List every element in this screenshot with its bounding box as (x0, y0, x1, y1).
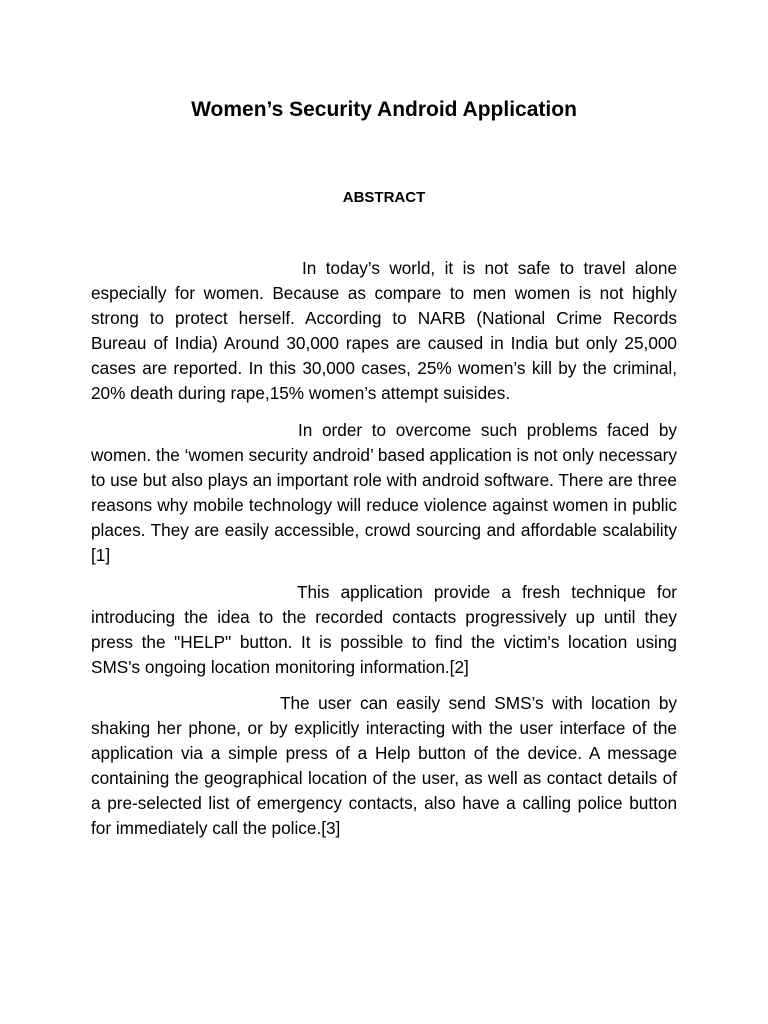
abstract-heading: ABSTRACT (342, 189, 426, 206)
abstract-paragraph-4: The user can easily send SMS’s with location by shaking her phone, or by explicitly interacting with the user interface of the application via a simple press of a Help button of the device. A message containing the geographical location of the user, as well as contact details of a pre-selected list of emergency contacts, also have a calling police button for immediately call the police.[3] (91, 693, 677, 838)
document-title: Women’s Security Android Application (191, 98, 577, 121)
abstract-paragraph-2: In order to overcome such problems faced by women. the ‘women security android’ based application is not only necessary to use but also plays an important role with android software. There are three reasons why mobile technology will reduce violence against women in public places. They are easily accessible, crowd sourcing and affordable scalability [1] (91, 420, 677, 565)
abstract-paragraph-1: In today’s world, it is not safe to travel alone especially for women. Because as compare to men women is not highly strong to protect herself. According to NARB (National Crime Records Bureau of India) Around 30,000 rapes are caused in India but only 25,000 cases are reported. In this 30,000 cases, 25% women’s kill by the criminal, 20% death during rape,15% women’s attempt suisides. (91, 258, 677, 403)
abstract-paragraph-3: This application provide a fresh technique for introducing the idea to the recorded contacts progressively up until they press the "HELP" button. It is possible to find the victim's location using SMS's ongoing location monitoring information.[2] (91, 582, 677, 677)
